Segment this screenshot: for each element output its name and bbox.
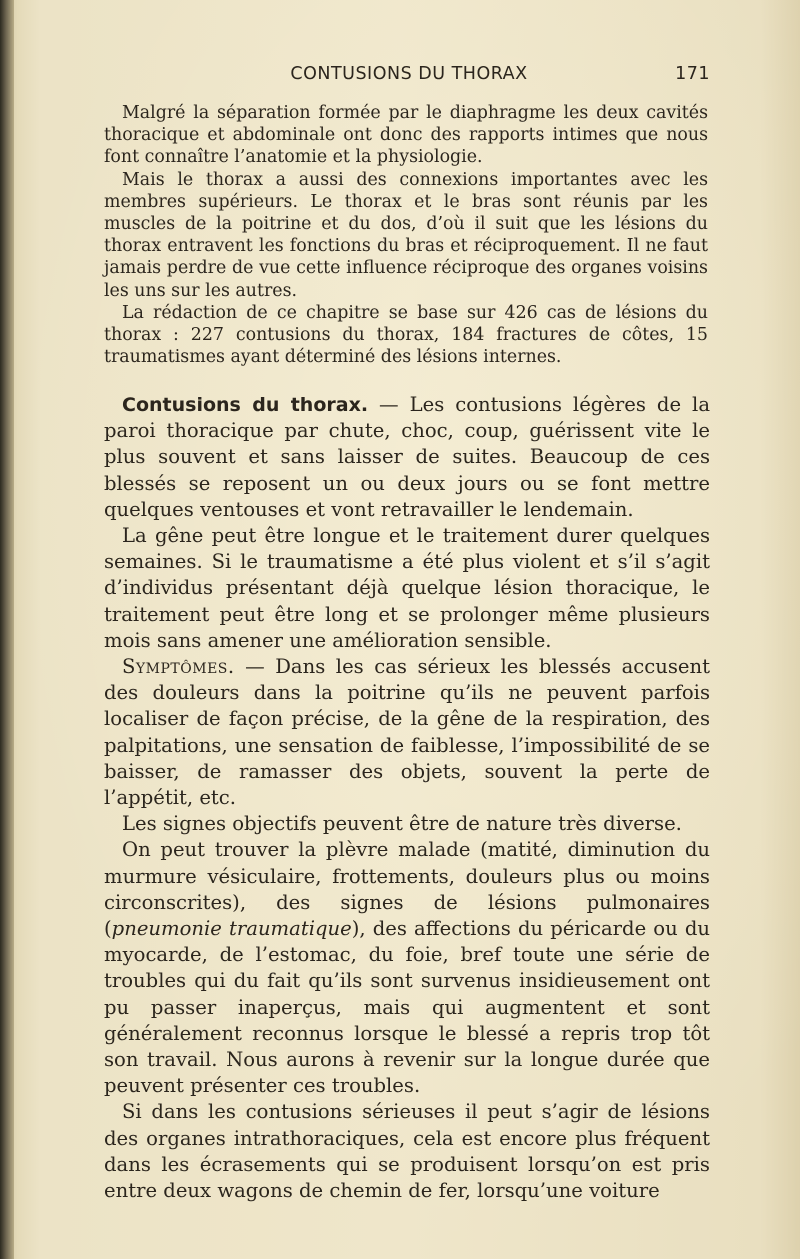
intro-paragraph-1: Malgré la séparation formée par le diaphragme les deux cavités thoracique et abdominale ont donc des rapports intimes que nous font connaître l’anatomie et la physiologie.	[104, 103, 708, 168]
section-paragraph-3	[104, 654, 710, 811]
section-heading: Contusions du thorax.	[122, 394, 369, 416]
intro-text	[104, 102, 708, 368]
section-paragraph-5	[104, 837, 710, 1099]
italic-term: pneumonie traumatique	[111, 917, 352, 941]
paragraph-5-end: ), des affections du péricarde ou du myocarde, de l’estomac, du foie, bref toute une série de troubles qui du fait qu’ils sont survenus insidieusement ont pu passer inaperçus, mais qui augmentent et sont généralement reconnus lorsque le blessé a repris trop tôt son travail. Nous aurons à revenir sur la longue durée que peuvent présenter ces troubles.	[104, 917, 710, 1098]
page-number: 171	[675, 64, 710, 84]
intro-paragraph-3: La rédaction de ce chapitre se base sur 426 cas de lésions du thorax : 227 contusions du thorax, 184 fractures de côtes, 15 traumatismes ayant déterminé des lésions internes.	[104, 302, 708, 368]
section-body	[104, 392, 710, 1204]
section-paragraph-1-text: — Les contusions légères de la paroi thoracique par chute, choc, coup, guérissent vite le plus souvent et sans laisser de suites. Beaucoup de ces blessés se reposent un ou deux jours ou se font mettre quelques ventouses et vont retravailler le lendemain.	[104, 393, 710, 521]
section-paragraph-4: Les signes objectifs peuvent être de nature très diverse.	[122, 812, 682, 836]
running-header	[108, 64, 710, 94]
section-paragraph-2: La gêne peut être longue et le traitement durer quelques semaines. Si le traumatisme a été plus violent et s’il s’agit d’individus présentant déjà quelque lésion thoracique, le traitement peut être long et se prolonger même plusieurs mois sans amener une amélioration sensible.	[104, 524, 710, 652]
paragraph-5-start: On peut trouver la plèvre malade (matité, diminution du murmure vésiculaire, frottements, douleurs plus ou moins circonscrites), des signes de lésions pulmonaires (	[104, 838, 710, 941]
section-paragraph-6: Si dans les contusions sérieuses il peut s’agir de lésions des organes intrathoraciques, cela est encore plus fréquent dans les écrasements qui se produisent lorsqu’on est pris entre deux wagons de chemin de fer, lorsqu’une voiture	[104, 1100, 710, 1203]
symptoms-label: Symptômes.	[122, 655, 235, 679]
running-title: CONTUSIONS DU THORAX	[290, 64, 528, 84]
book-spine-edge	[0, 0, 14, 1259]
intro-paragraph-2: Mais le thorax a aussi des connexions importantes avec les membres supérieurs. Le thorax et le bras sont réunis par les muscles de la poitrine et du dos, d’où il suit que les lésions du thorax entravent les fonctions du bras et réciproquement. Il ne faut jamais perdre de vue cette influence réciproque des organes voisins les uns sur les autres.	[104, 169, 708, 301]
section-paragraph-1	[104, 392, 710, 523]
symptoms-text: — Dans les cas sérieux les blessés accusent des douleurs dans la poitrine qu’ils ne peuvent parfois localiser de façon précise, de la gêne de la respiration, des palpitations, une sensation de faiblesse, l’impossibilité de se baisser, de ramasser des objets, souvent la perte de l’appétit, etc.	[104, 655, 710, 810]
